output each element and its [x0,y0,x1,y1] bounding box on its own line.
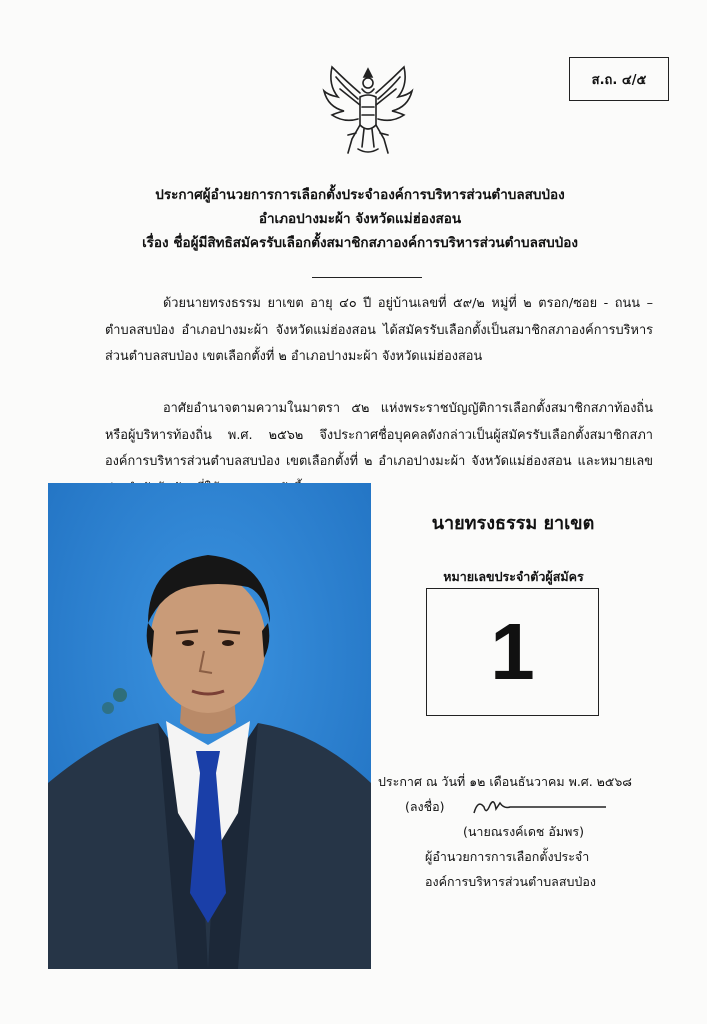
candidate-name: นายทรงธรรม ยาเขต [431,513,595,534]
heading-line-2: อำเภอปางมะผ้า จังหวัดแม่ฮ่องสอน [258,211,462,227]
heading-line-3: เรื่อง ชื่อผู้มีสิทธิสมัครรับเลือกตั้งสมาชิกสภาองค์การบริหารส่วนตำบลสบป่อง [142,235,578,251]
body-paragraph-1-text: ด้วยนายทรงธรรม ยาเขต อายุ ๔๐ ปี อยู่บ้านเลขที่ ๕๙/๒ หมู่ที่ ๒ ตรอก/ซอย - ถนน – ตำบลสบป่อง อำเภอปางมะผ้า จังหวัดแม่ฮ่องสอน ได้สมัครรับเลือกตั้งเป็นสมาชิกสภาองค์การบริหารส่วนตำบลสบป่อง เขตเลือกตั้งที่ ๒ อำเภอปางมะผ้า จังหวัดแม่ฮ่องสอน [105,296,653,364]
candidate-photo [48,483,371,969]
form-code-box: ส.ถ. ๔/๕ [569,57,669,101]
handwritten-signature [470,795,610,819]
divider-line [312,277,422,278]
announcement-date: ประกาศ ณ วันที่ ๑๒ เดือนธันวาคม พ.ศ. ๒๕๖๘ [378,774,632,789]
signer-title-line-2: องค์การบริหารส่วนตำบลสบป่อง [425,874,596,889]
signer-title-line-1: ผู้อำนวยการการเลือกตั้งประจำ [425,849,590,864]
body-paragraph-1 [105,291,653,371]
signer-name: (นายณรงค์เดช อัมพร) [463,824,584,839]
heading-line-1: ประกาศผู้อำนวยการการเลือกตั้งประจำองค์การบริหารส่วนตำบลสบป่อง [155,187,565,203]
candidate-number-box [426,588,599,716]
body-paragraph-2-text: อาศัยอำนาจตามความในมาตรา ๕๒ แห่งพระราชบัญญัติการเลือกตั้งสมาชิกสภาท้องถิ่นหรือผู้บริหารท้องถิ่น พ.ศ. ๒๕๖๒ จึงประกาศชื่อบุคคลดังกล่าวเป็นผู้สมัครรับเลือกตั้งสมาชิกสภาองค์การบริหารส่วนตำบลสบป่อง เขตเลือกตั้งที่ ๒ อำเภอปางมะผ้า จังหวัดแม่ฮ่องสอน และหมายเลข [105,401,653,469]
candidate-number: 1 [490,607,535,696]
candidate-number-label: หมายเลขประจำตัวผู้สมัคร [443,569,584,584]
signed-label: (ลงชื่อ) [405,799,445,814]
garuda-emblem-icon [318,63,418,159]
candidate-portrait-image [48,483,371,969]
